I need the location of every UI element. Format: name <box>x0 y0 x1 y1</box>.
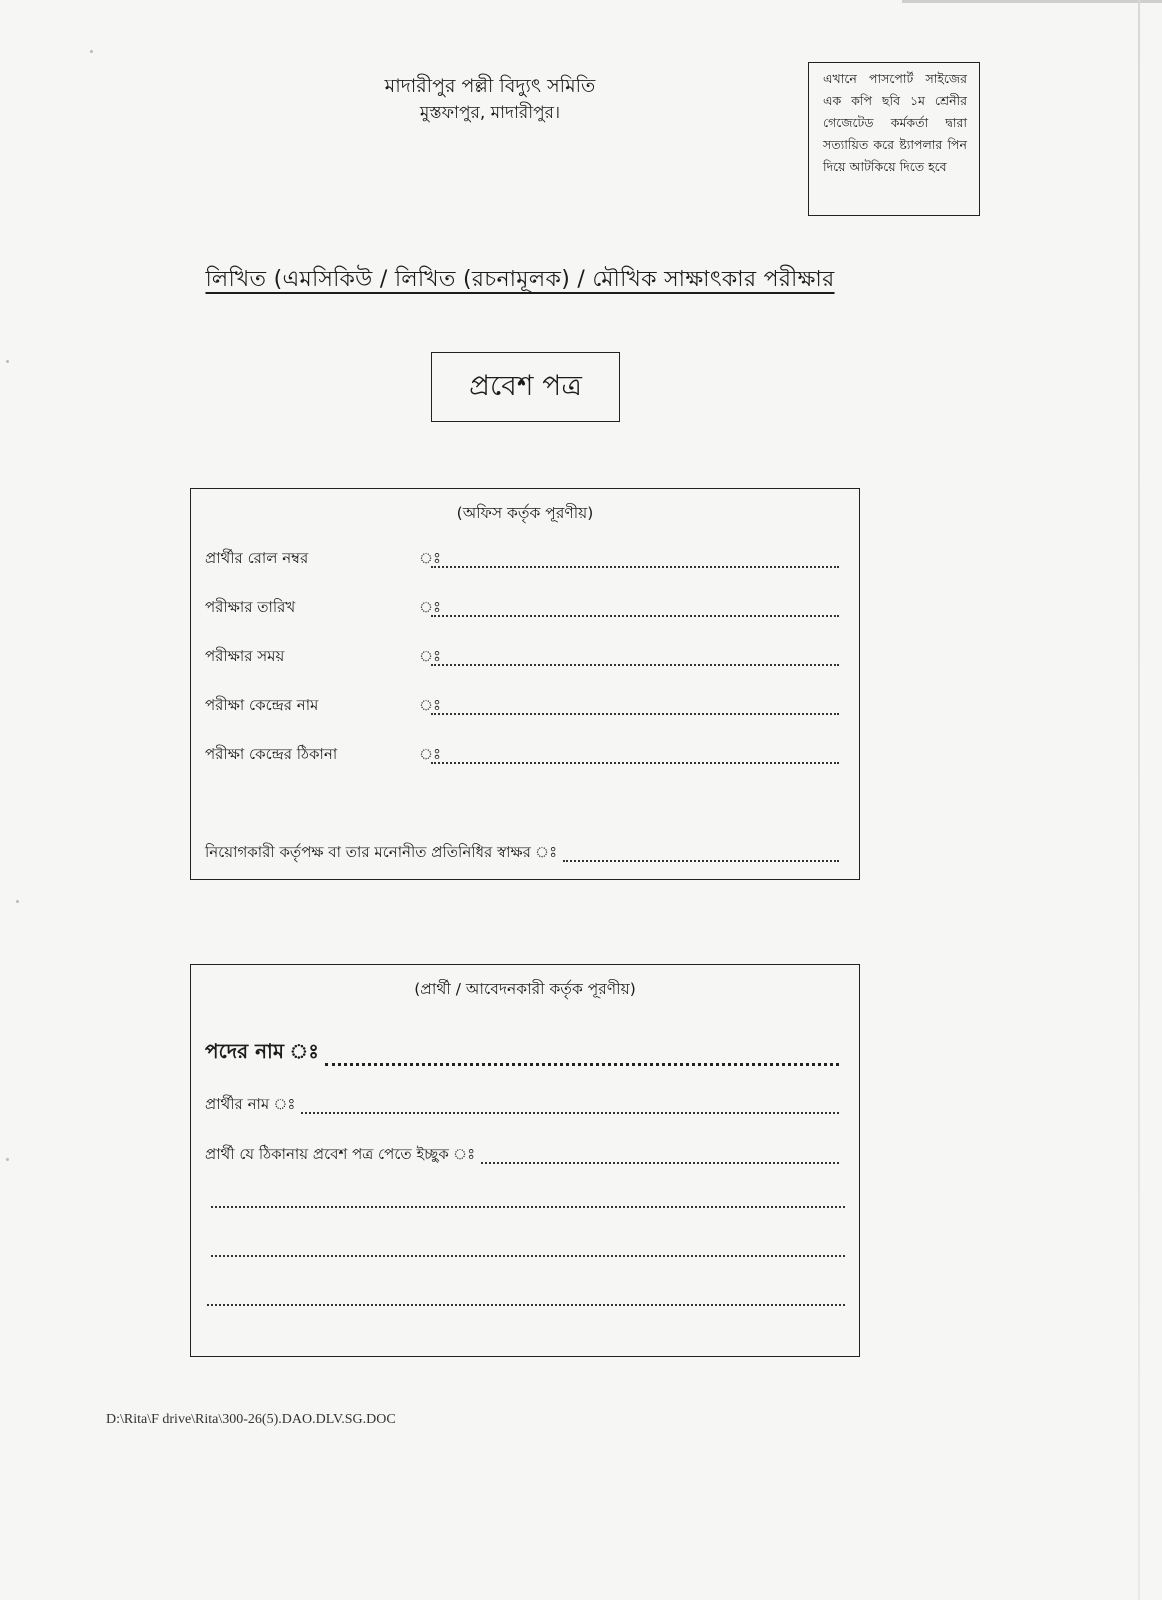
fill-line[interactable] <box>431 565 839 568</box>
exam-title <box>0 262 1040 299</box>
fill-line[interactable] <box>431 712 839 715</box>
fill-line[interactable] <box>301 1111 839 1114</box>
applicant-name-label: প্রার্থীর নাম ঃ <box>205 1095 296 1113</box>
admit-card-title-box <box>431 352 620 422</box>
mailing-address-label: প্রার্থী যে ঠিকানায় প্রবেশ পত্র পেতে ইচ্ছুক ঃ <box>205 1145 476 1163</box>
fill-line[interactable] <box>431 663 839 666</box>
exam-title-text: লিখিত (এমসিকিউ / লিখিত (রচনামূলক) / মৌখিক সাক্ষাৎকার পরীক্ষার <box>205 267 835 292</box>
address-line-3[interactable] <box>211 1254 845 1257</box>
photo-instruction: এখানে পাসপোর্ট সাইজের এক কপি ছবি ১ম শ্রেনীর গেজেটেড কর্মকর্তা দ্বারা সত্যায়িত করে ষ্ট্যাপলার পিন দিয়ে আটকিয়ে দিতে হবে <box>823 71 967 174</box>
scan-speck <box>16 900 19 903</box>
mailing-address-field <box>205 1143 839 1168</box>
applicant-name-field <box>205 1093 839 1118</box>
scan-edge-top <box>902 0 1162 3</box>
photo-placeholder-box <box>808 62 980 216</box>
field-label: পরীক্ষা কেন্দ্রের ঠিকানা <box>205 745 338 763</box>
address-line-2[interactable] <box>211 1205 845 1208</box>
exam-time-field <box>205 645 839 670</box>
scan-speck <box>6 360 9 363</box>
fill-line[interactable] <box>325 1062 839 1066</box>
organization-name: মাদারীপুর পল্লী বিদ্যুৎ সমিতি <box>384 75 596 97</box>
roll-number-field <box>205 547 839 572</box>
fill-line[interactable] <box>563 859 839 862</box>
organization-address: মুস্তফাপুর, মাদারীপুর। <box>419 103 561 123</box>
fill-line[interactable] <box>431 761 839 764</box>
post-name-field <box>205 1037 839 1070</box>
address-line-4[interactable] <box>207 1303 845 1306</box>
exam-date-field <box>205 596 839 621</box>
post-name-label: পদের নাম ঃ <box>205 1039 319 1063</box>
scan-speck <box>90 50 93 53</box>
signature-label: নিয়োগকারী কর্তৃপক্ষ বা তার মনোনীত প্রতিনিধির স্বাক্ষর ঃ <box>205 843 558 861</box>
admit-card-title: প্রবেশ পত্র <box>469 368 582 402</box>
applicant-section <box>190 964 860 1357</box>
signature-field <box>205 841 839 866</box>
field-separator: ঃ <box>419 647 442 665</box>
applicant-section-caption: (প্রার্থী / আবেদনকারী কর্তৃক পূরণীয়) <box>414 980 636 998</box>
field-label: পরীক্ষা কেন্দ্রের নাম <box>205 696 319 714</box>
scan-speck <box>6 1158 9 1161</box>
file-path-footer: D:\Rita\F drive\Rita\300-26(5).DAO.DLV.SG.DOC <box>106 1412 396 1427</box>
field-separator: ঃ <box>419 598 442 616</box>
field-separator: ঃ <box>419 745 442 763</box>
office-section-caption: (অফিস কর্তৃক পূরণীয়) <box>456 504 594 522</box>
organization-header <box>340 72 640 126</box>
field-label: পরীক্ষার তারিখ <box>205 598 296 616</box>
exam-center-name-field <box>205 694 839 719</box>
fill-line[interactable] <box>431 614 839 617</box>
scan-edge-right <box>1138 0 1140 1600</box>
field-separator: ঃ <box>419 549 442 567</box>
field-label: প্রার্থীর রোল নম্বর <box>205 549 309 567</box>
exam-center-address-field <box>205 743 839 768</box>
field-label: পরীক্ষার সময় <box>205 647 285 665</box>
field-separator: ঃ <box>419 696 442 714</box>
fill-line[interactable] <box>481 1161 839 1164</box>
office-section <box>190 488 860 880</box>
